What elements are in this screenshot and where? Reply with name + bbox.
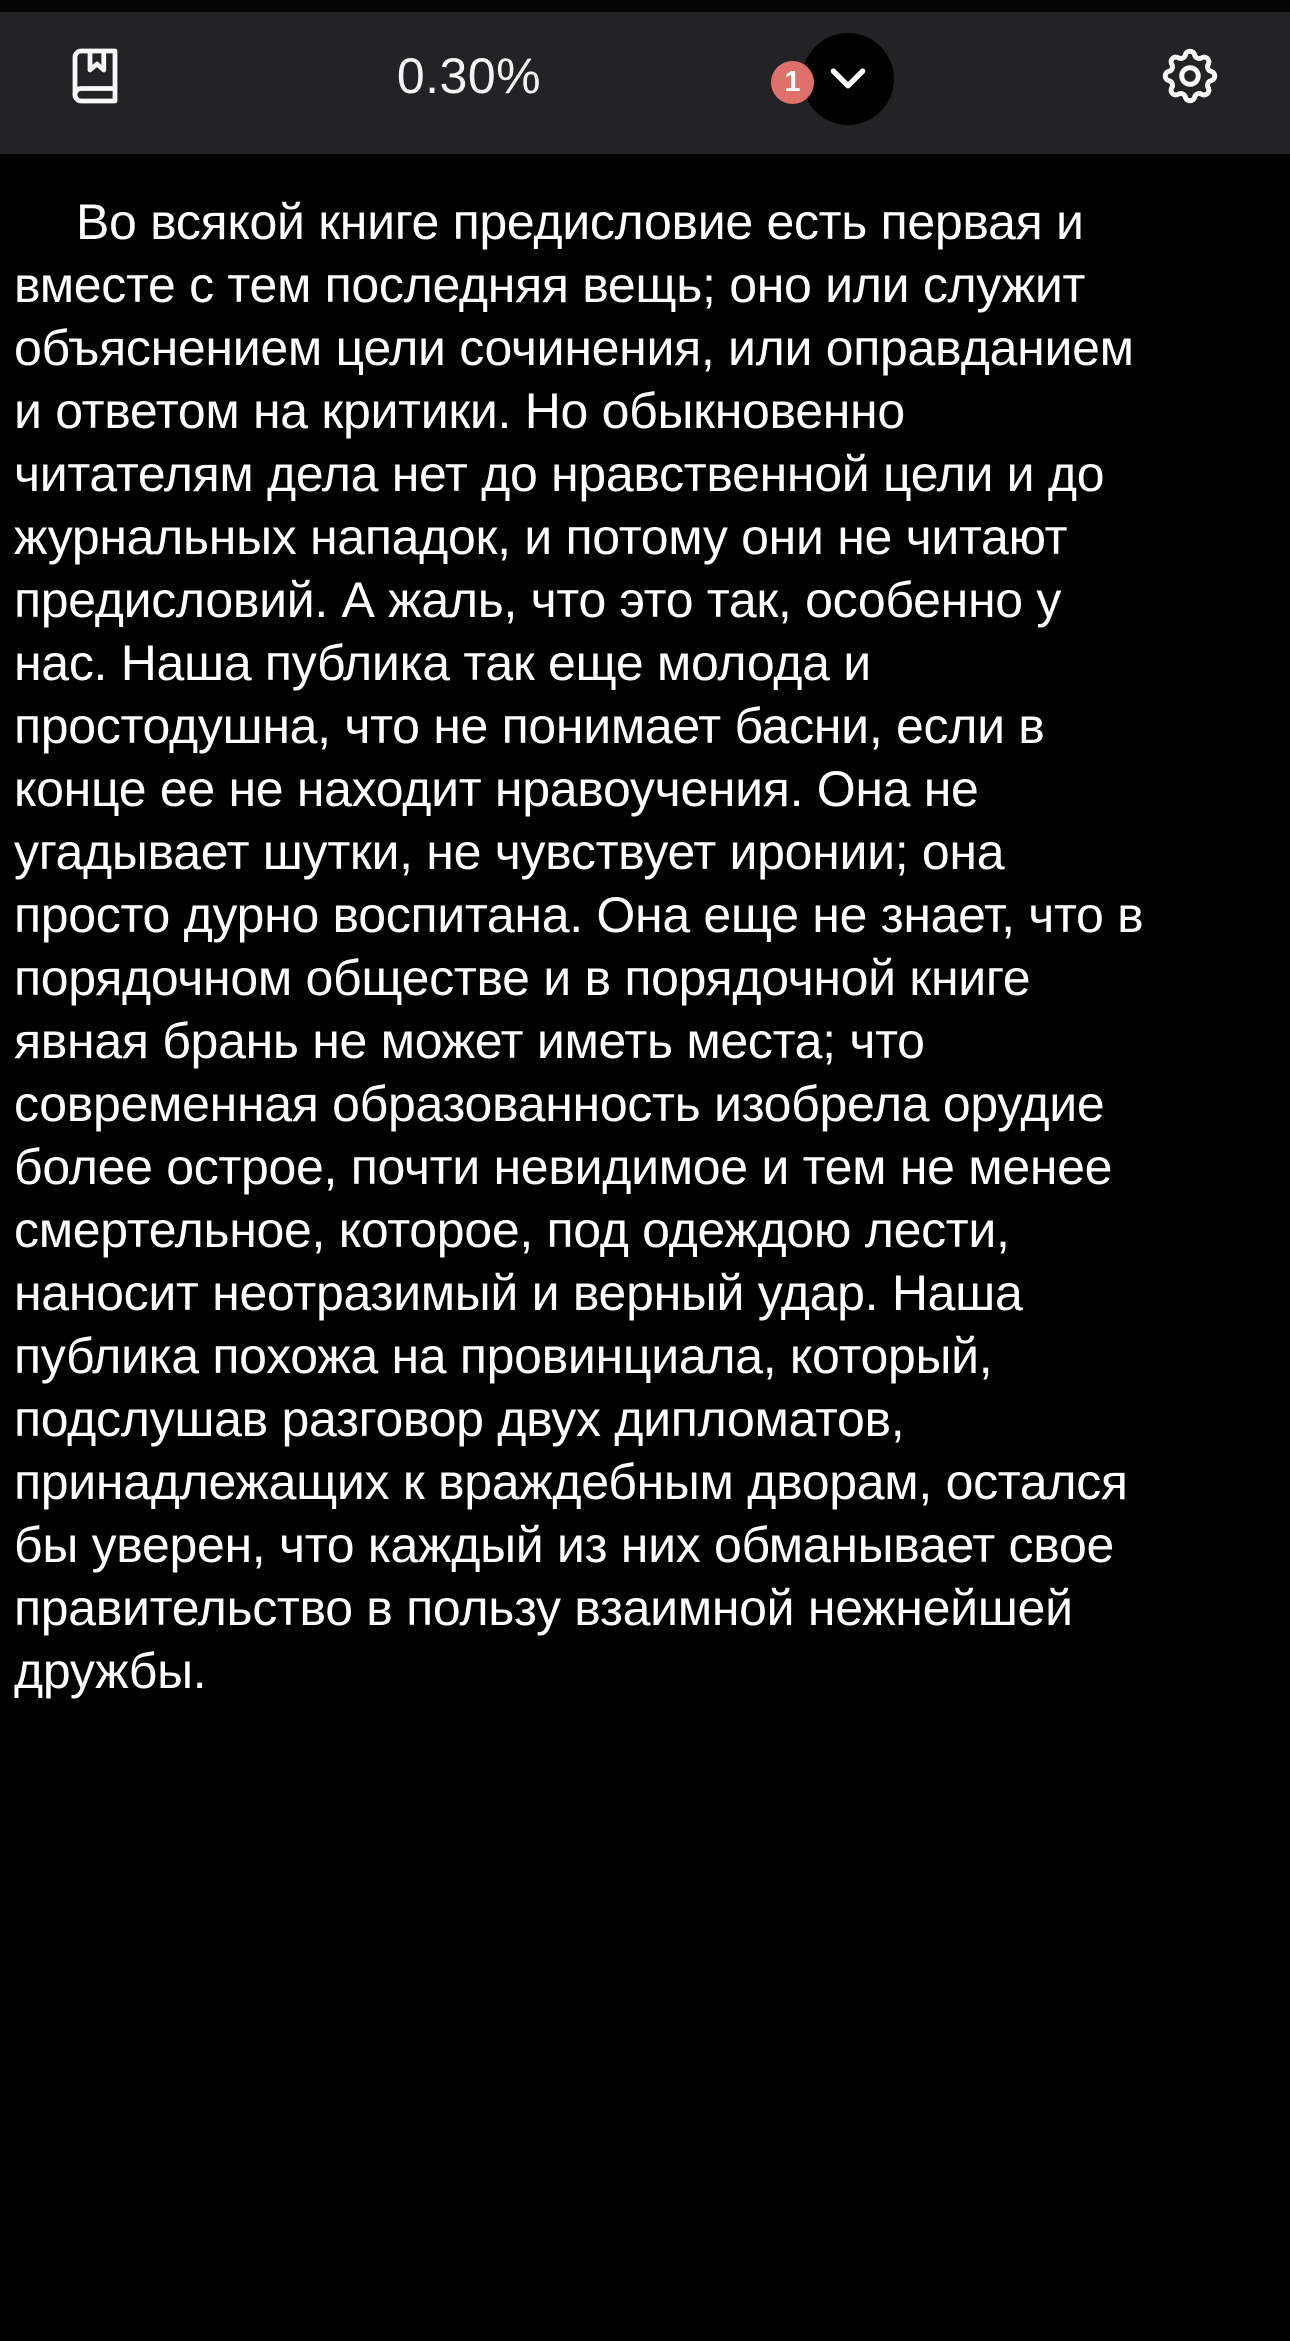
notification-badge: 1 [771, 61, 814, 104]
paragraph-line: дружбы. [14, 1643, 207, 1699]
paragraph-line: более острое, почти невидимое и тем не менее [14, 1139, 1113, 1195]
paragraph-line: наносит неотразимый и верный удар. Наша [14, 1265, 1023, 1321]
paragraph-line: конце ее не находит нравоучения. Она не [14, 761, 979, 817]
paragraph-line: просто дурно воспитана. Она еще не знает, что в [14, 887, 1144, 943]
settings-button[interactable] [1152, 38, 1228, 114]
gear-icon [1157, 43, 1223, 109]
paragraph-line: угадывает шутки, не чувствует иронии; она [14, 824, 1005, 880]
paragraph-line: и ответом на критики. Но обыкновенно [14, 383, 905, 439]
paragraph-line: журнальных нападок, и потому они не читают [14, 509, 1068, 565]
bookmark-button[interactable] [60, 38, 130, 114]
paragraph-line: объяснением цели сочинения, или оправданием [14, 320, 1134, 376]
reader-page[interactable] [0, 154, 1290, 2341]
book-paragraph [14, 191, 1274, 1703]
notifications-dropdown-button[interactable] [784, 33, 894, 125]
paragraph-line: публика похожа на провинциала, который, [14, 1328, 993, 1384]
paragraph-line: простодушна, что не понимает басни, если в [14, 698, 1045, 754]
status-bar-strip [0, 0, 1290, 12]
paragraph-line: нас. Наша публика так еще молода и [14, 635, 871, 691]
paragraph-line: вместе с тем последняя вещь; оно или служит [14, 257, 1086, 313]
reading-progress-label: 0.30% [396, 48, 542, 104]
paragraph-line: принадлежащих к враждебным дворам, остался [14, 1454, 1128, 1510]
paragraph-line: смертельное, которое, под одеждою лести, [14, 1202, 1010, 1258]
paragraph-line: современная образованность изобрела орудие [14, 1076, 1105, 1132]
paragraph-line: явная брань не может иметь места; что [14, 1013, 925, 1069]
paragraph-line: правительство в пользу взаимной нежнейшей [14, 1580, 1073, 1636]
paragraph-line: Во всякой книге предисловие есть первая и [76, 194, 1084, 250]
reader-toolbar [0, 0, 1290, 154]
paragraph-line: порядочном обществе и в порядочной книге [14, 950, 1031, 1006]
paragraph-line: предисловий. А жаль, что это так, особенно у [14, 572, 1062, 628]
paragraph-line: подслушав разговор двух дипломатов, [14, 1391, 905, 1447]
paragraph-line: бы уверен, что каждый из них обманывает свое [14, 1517, 1114, 1573]
book-bookmark-icon [65, 41, 125, 111]
paragraph-line: читателям дела нет до нравственной цели и до [14, 446, 1105, 502]
